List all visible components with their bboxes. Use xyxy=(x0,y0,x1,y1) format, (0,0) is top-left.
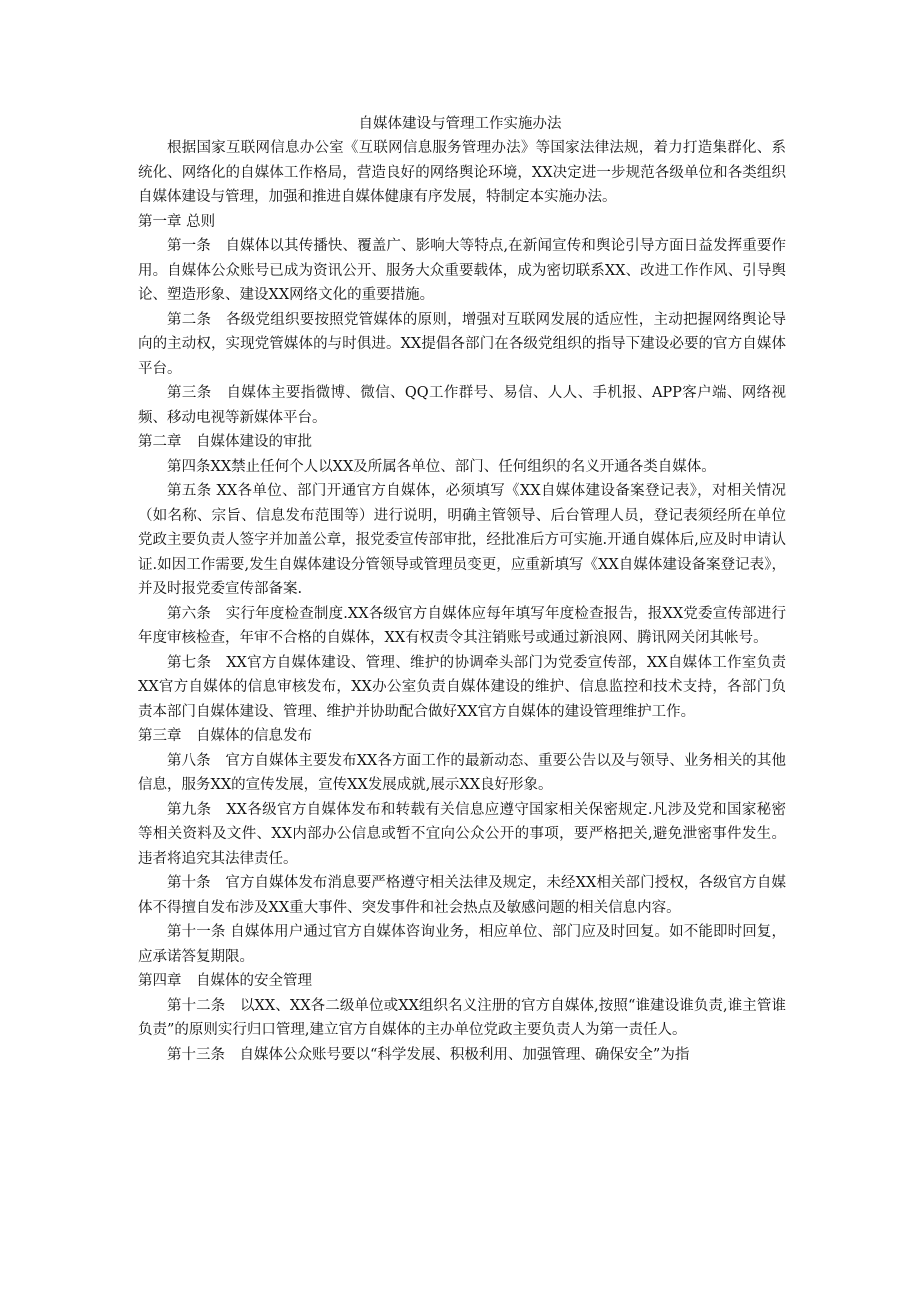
article-paragraph: 第四条XX禁止任何个人以XX及所属各单位、部门、任何组织的名义开通各类自媒体。 xyxy=(167,458,716,475)
chapter-heading: 第三章 自媒体的信息发布 xyxy=(138,728,312,744)
chapter-heading: 第二章 自媒体建设的审批 xyxy=(138,434,312,450)
article-paragraph: 第八条 官方自媒体主要发布XX各方面工作的最新动态、重要公告以及与领导、业务相关的其他信息，服务XX的宣传发展，宣传XX发展成就,展示XX良好形象。 xyxy=(138,752,786,793)
article-paragraph: 第二条 各级党组织要按照党管媒体的原则，增强对互联网发展的适应性，主动把握网络舆论导向的主动权，实现党管媒体的与时俱进。XX提倡各部门在各级党组织的指导下建设必要的官方自媒体平台。 xyxy=(138,311,786,377)
article-paragraph: 第一条 自媒体以其传播快、覆盖广、影响大等特点,在新闻宣传和舆论引导方面日益发挥重要作用。自媒体公众账号已成为资讯公开、服务大众重要载体，成为密切联系XX、改进工作作风、引导舆论、塑造形象、建设XX网络文化的重要措施。 xyxy=(138,238,786,303)
article-paragraph: 第九条 XX各级官方自媒体发布和转载有关信息应遵守国家相关保密规定.凡涉及党和国家秘密等相关资料及文件、XX内部办公信息或暂不宜向公众公开的事项，要严格把关,避免泄密事件发生。违者将追究其法律责任。 xyxy=(138,801,786,867)
article-paragraph: 第七条 XX官方自媒体建设、管理、维护的协调牵头部门为党委宣传部，XX自媒体工作室负责XX官方自媒体的信息审核发布，XX办公室负责自媒体建设的维护、信息监控和技术支持，各部门负责本部门自媒体建设、管理、维护并协助配合做好XX官方自媒体的建设管理维护工作。 xyxy=(138,654,786,720)
chapter-heading: 第一章 总则 xyxy=(138,213,216,230)
chapter-heading: 第四章 自媒体的安全管理 xyxy=(138,973,312,989)
article-paragraph: 第十一条 自媒体用户通过官方自媒体咨询业务，相应单位、部门应及时回复。如不能即时回复，应承诺答复期限。 xyxy=(138,924,786,965)
article-paragraph: 第十二条 以XX、XX各二级单位或XX组织名义注册的官方自媒体,按照“谁建设谁负责,谁主管谁负责”的原则实行归口管理,建立官方自媒体的主办单位党政主要负责人为第一责任人。 xyxy=(138,997,786,1038)
intro-paragraph: 根据国家互联网信息办公室《互联网信息服务管理办法》等国家法律法规，着力打造集群化、系统化、网络化的自媒体工作格局，营造良好的网络舆论环境，XX决定进一步规范各级单位和各类组织自媒体建设与管理，加强和推进自媒体健康有序发展，特制定本实施办法。 xyxy=(138,140,786,205)
article-paragraph: 第五条 XX各单位、部门开通官方自媒体，必须填写《XX自媒体建设备案登记表》，对相关情况（如名称、宗旨、信息发布范围等）进行说明，明确主管领导、后台管理人员，登记表须经所在单位党政主要负责人签字并加盖公章，报党委宣传部审批，经批准后方可实施.开通自媒体后,应及时申请认证.如因工作需要,发生自媒体建设分管领导或管理员变更，应重新填写《XX自媒体建设备案登记表》，并及时报党委宣传部备案. xyxy=(138,483,786,597)
article-paragraph: 第十条 官方自媒体发布消息要严格遵守相关法律及规定，未经XX相关部门授权，各级官方自媒体不得擅自发布涉及XX重大事件、突发事件和社会热点及敏感问题的相关信息内容。 xyxy=(138,875,786,916)
article-paragraph: 第三条 自媒体主要指微博、微信、QQ工作群号、易信、人人、手机报、APP客户端、网络视频、移动电视等新媒体平台。 xyxy=(138,385,786,426)
article-paragraph: 第十三条 自媒体公众账号要以“科学发展、积极利用、加强管理、确保安全”为指 xyxy=(167,1046,690,1063)
document-title: 自媒体建设与管理工作实施办法 xyxy=(358,116,562,132)
document-body xyxy=(138,136,786,1067)
article-paragraph: 第六条 实行年度检查制度.XX各级官方自媒体应每年填写年度检查报告，报XX党委宣传部进行年度审核检查，年审不合格的自媒体，XX有权责令其注销账号或通过新浪网、腾讯网关闭其帐号。 xyxy=(138,605,786,646)
